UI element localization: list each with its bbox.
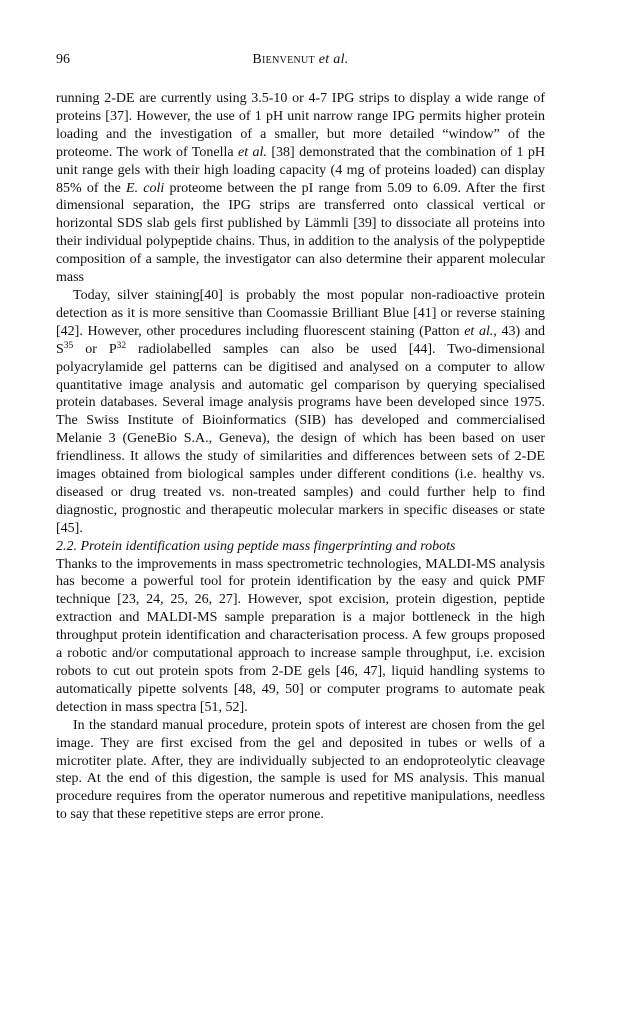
paragraph-manual-procedure: In the standard manual procedure, protein spots of interest are chosen from the gel image. They are first excised from the gel and deposited in tubes or wells of a microtiter plate. After, they are individually subjected to an endoproteolytic cleavage step. At the end of this digestion, the sample is used for MS analysis. This manual procedure requires from the operator numerous and repetitive manipulations, needless to say that these repetitive steps are error prone. bbox=[56, 717, 545, 823]
paragraph-maldi-ms: Thanks to the improvements in mass spectrometric technologies, MALDI-MS analysis has become a powerful tool for protein identification by the easy and quick PMF technique [23, 24, 25, 26, 27]. However, spot excision, protein digestion, peptide extraction and MALDI-MS sample preparation is a major bottleneck in the high throughput protein identification and characterisation process. A few groups proposed a robotic and/or computational approach to increase sample throughput, i.e. excision robots to cut out protein spots from 2-DE gels [46, 47], liquid handling systems to automatically pipette solvents [48, 49, 50] or computer programs to automate peak detection in mass spectra [51, 52]. bbox=[56, 556, 545, 715]
text-run: or P bbox=[73, 341, 117, 357]
running-title-author: Bienvenut bbox=[252, 52, 315, 67]
running-title bbox=[56, 52, 545, 68]
section-heading: 2.2. Protein identification using peptide mass fingerprinting and robots bbox=[56, 538, 456, 554]
text-run-italic: et al. bbox=[464, 323, 494, 339]
superscript: 35 bbox=[63, 340, 74, 351]
text-run: Today, silver staining[40] is probably the most popular non-radioactive protein detection as it is more sensitive than Coomassie Brilliant Blue [41] or reverse staining [42]. However, other procedures including fluorescent staining (Patton bbox=[56, 287, 545, 339]
text-run: radiolabelled samples can also be used [44]. Two-dimensional polyacrylamide gel patterns can be digitised and analysed on a computer to allow quantitative image analysis and automatic gel comparison by querying specialised protein databases. Several image analysis programs have been developed since 1975. The Swiss Institute of Bioinformatics (SIB) has developed and commercialised Melanie 3 (GeneBio S.A., Geneva), the design of which has been based on user friendliness. It allows the study of similarities and differences between sets of 2-DE images obtained from biological samples under different conditions (i.e. healthy vs. diseased or drug treated vs. non-treated samples) and could further help to find diagnostic, prognostic and therapeutic molecular markers in specific diseases or state [45]. bbox=[56, 341, 546, 536]
text-run: , 43) and S bbox=[56, 323, 545, 357]
text-run: [38] demonstrated that the combination of 1 pH unit range gels with their high loading capacity (4 mg of proteins loaded) can display 85% of the bbox=[56, 144, 545, 196]
running-header bbox=[56, 52, 545, 72]
paragraph-2de-strips bbox=[56, 90, 545, 287]
running-title-etal: et al. bbox=[318, 52, 349, 67]
text-run-italic: E. coli bbox=[126, 180, 165, 196]
page-number: 96 bbox=[56, 52, 70, 67]
paragraph-silver-staining bbox=[56, 287, 545, 538]
text-run: running 2-DE are currently using 3.5-10 or 4-7 IPG strips to display a wide range of proteins [37]. However, the use of 1 pH unit narrow range IPG permits higher protein loading and the investigation of a smaller, but more detailed “window” of the proteome. The work of Tonella bbox=[56, 91, 545, 160]
text-run: proteome between the pI range from 5.09 to 6.09. After the first dimensional separation, the IPG strips are transferred onto classical vertical or horizontal SDS slab gels first published by Lämmli [39] to dissociate all proteins into their individual polypeptide chains. Thus, in addition to the analysis of the polypeptide composition of a sample, the investigator can also determine their apparent molecular mass bbox=[56, 180, 545, 286]
superscript: 32 bbox=[116, 340, 127, 351]
text-run-italic: et al. bbox=[238, 144, 267, 160]
body-text bbox=[56, 90, 545, 824]
